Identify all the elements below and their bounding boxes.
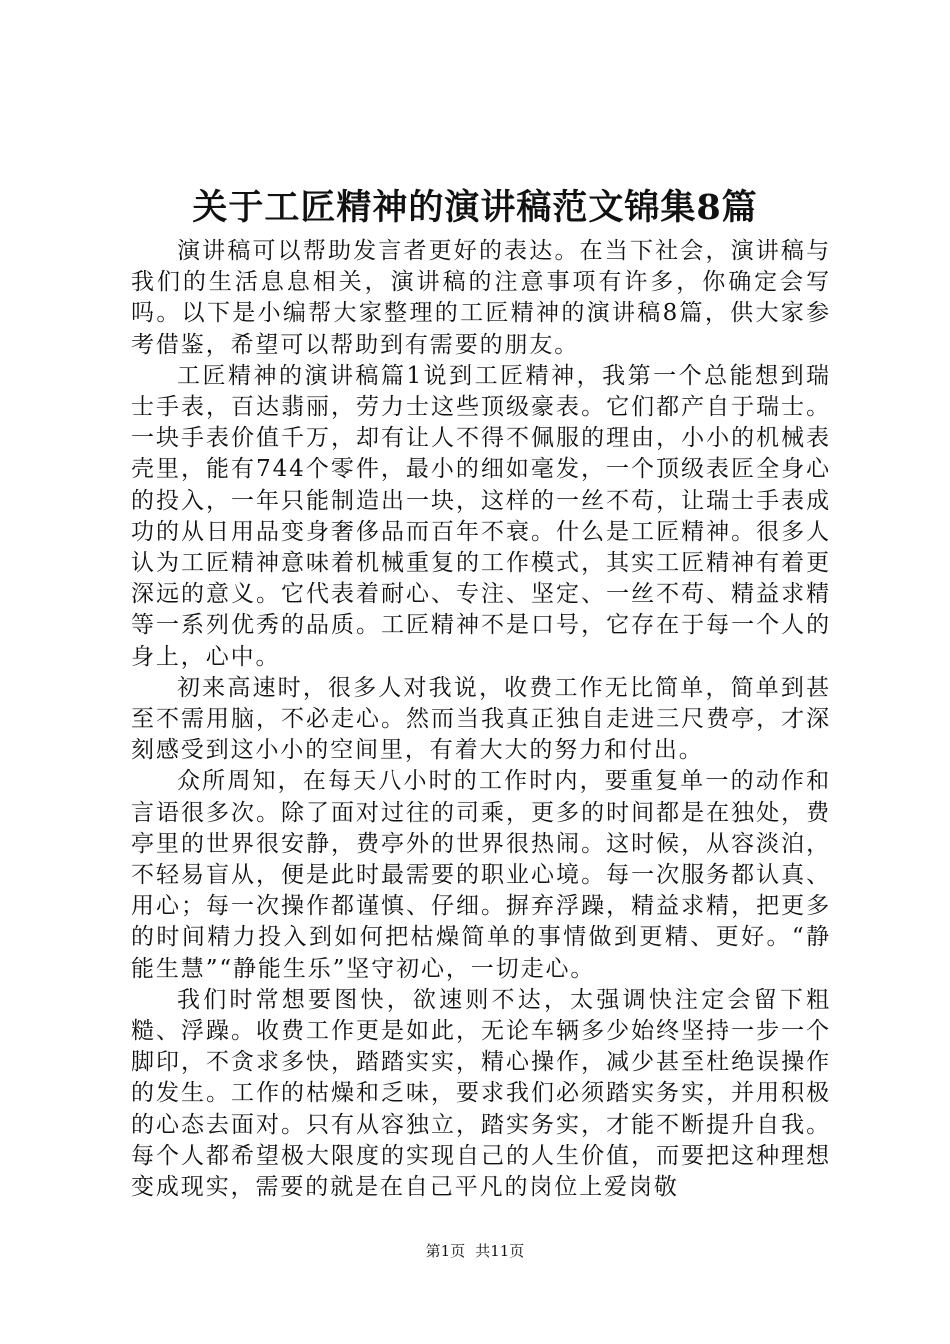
page-total: 共11页	[475, 1242, 525, 1260]
document-body	[131, 236, 831, 1203]
page-number: 第1页	[425, 1242, 466, 1260]
paragraph-intro: 演讲稿可以帮助发言者更好的表达。在当下社会，演讲稿与我们的生活息息相关，演讲稿的注意事项有许多，你确定会写吗。以下是小编帮大家整理的工匠精神的演讲稿8篇，供大家参考借鉴，希望可以帮助到有需要的朋友。	[131, 238, 831, 358]
paragraph-toll-start: 初来高速时，很多人对我说，收费工作无比简单，简单到甚至不需用脑，不必走心。然而当我真正独自走进三尺费亭，才深刻感受到这小小的空间里，有着大大的努力和付出。	[131, 674, 831, 764]
page-footer	[0, 1240, 950, 1262]
document-title: 关于工匠精神的演讲稿范文锦集8篇	[192, 187, 758, 228]
paragraph-daily-work: 众所周知，在每天八小时的工作时内，要重复单一的动作和言语很多次。除了面对过往的司乘，更多的时间都是在独处，费亭里的世界很安静，费亭外的世界很热闹。这时候，从容淡泊，不轻易盲从，便是此时最需要的职业心境。每一次服务都认真、用心；每一次操作都谨慎、仔细。摒弃浮躁，精益求精，把更多的时间精力投入到如何把枯燥简单的事情做到更精、更好。“静能生慧”“静能生乐”坚守初心，一切走心。	[131, 768, 831, 982]
paragraph-steady-work: 我们时常想要图快，欲速则不达，太强调快注定会留下粗糙、浮躁。收费工作更是如此，无论车辆多少始终坚持一步一个脚印，不贪求多快，踏踏实实，精心操作，减少甚至杜绝误操作的发生。工作的枯燥和乏味，要求我们必须踏实务实，并用积极的心态去面对。只有从容独立，踏实务实，才能不断提升自我。每个人都希望极大限度的实现自己的人生价值，而要把这种理想变成现实，需要的就是在自己平凡的岗位上爱岗敬	[131, 986, 831, 1201]
paragraph-speech-1: 工匠精神的演讲稿篇1说到工匠精神，我第一个总能想到瑞士手表，百达翡丽，劳力士这些顶级豪表。它们都产自于瑞士。一块手表价值千万，却有让人不得不佩服的理由，小小的机械表壳里，能有744个零件，最小的细如毫发，一个顶级表匠全身心的投入，一年只能制造出一块，这样的一丝不苟，让瑞士手表成功的从日用品变身奢侈品而百年不衰。什么是工匠精神。很多人认为工匠精神意味着机械重复的工作模式，其实工匠精神有着更深远的意义。它代表着耐心、专注、坚定、一丝不苟、精益求精等一系列优秀的品质。工匠精神不是口号，它存在于每一个人的身上，心中。	[131, 362, 831, 670]
